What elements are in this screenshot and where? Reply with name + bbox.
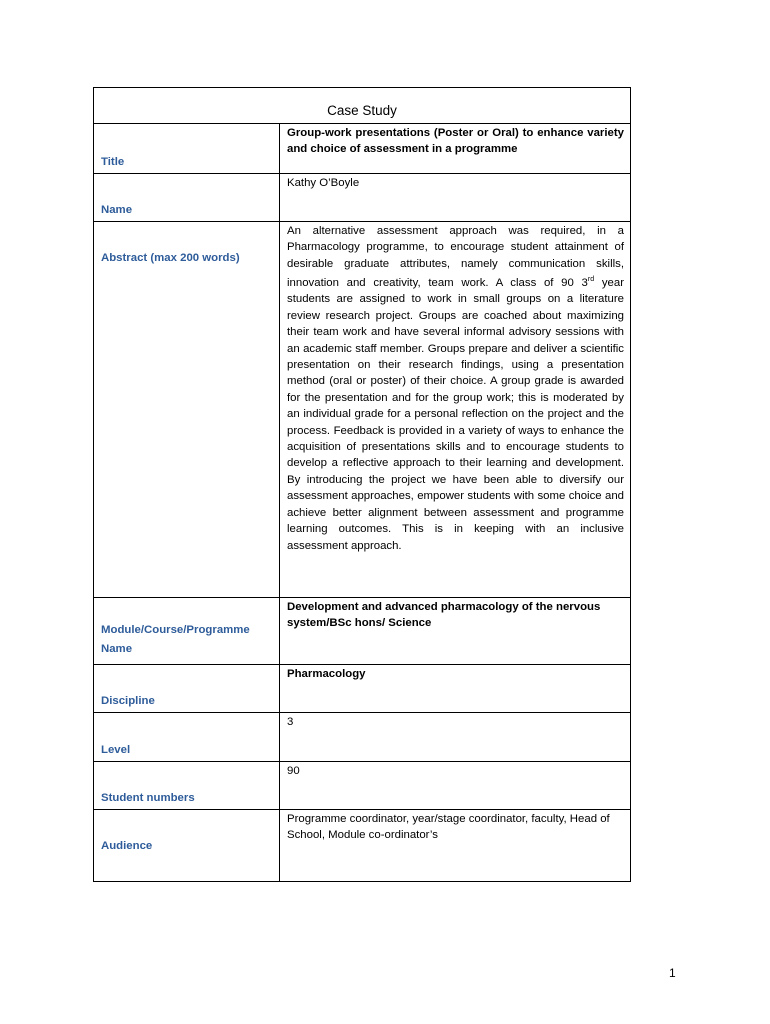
row-module: [94, 598, 630, 665]
row-student-numbers: [94, 762, 630, 810]
label-discipline: Discipline: [94, 665, 280, 712]
value-audience: Programme coordinator, year/stage coordinator, faculty, Head of School, Module co-ordinator’s: [287, 813, 610, 842]
label-audience: Audience: [94, 810, 280, 881]
label-student-numbers: Student numbers: [94, 762, 280, 809]
value-module: Development and advanced pharmacology of the nervous system/BSc hons/ Science: [287, 601, 601, 630]
label-module: Module/Course/Programme Name: [94, 598, 280, 664]
value-name: Kathy O’Boyle: [287, 177, 360, 189]
row-discipline: [94, 665, 630, 713]
value-student-numbers: 90: [287, 765, 300, 777]
label-name: Name: [94, 174, 280, 221]
label-title: Title: [94, 124, 280, 173]
row-level: [94, 713, 630, 762]
abstract-text-start: An alternative assessment approach was required, in a Pharmacology programme, to encourage student attainment of desirable graduate attributes, namely communication skills, innovation and creativity, team work. A class of 90 3: [287, 225, 624, 290]
row-title: [94, 124, 630, 174]
value-abstract: [280, 222, 630, 597]
abstract-text-end: year students are assigned to work in small groups on a literature review research project. Groups are coached about maximizing their team work and have several informal advisory sessions with an academic staff member. Groups prepare and deliver a scientific presentation on their research findings, using a presentation method (oral or poster) of their choice. A group grade is awarded for the presentation and for the group work; this is moderated by an individual grade for a personal reflection on the project and the process. Feedback is provided in a variety of ways to enhance the acquisition of presentations skills and to encourage students to develop a reflective approach to their learning and development. By introducing the project we have been able to diversify our assessment approaches, empower students with some choice and achieve better alignment between assessment and programme learning outcomes. This is in keeping with an inclusive assessment approach.: [287, 277, 624, 552]
table-heading: Case Study: [94, 88, 630, 124]
row-audience: [94, 810, 630, 881]
abstract-superscript: rd: [587, 276, 595, 284]
case-study-table: [93, 87, 631, 882]
value-level: 3: [287, 716, 294, 728]
row-name: [94, 174, 630, 222]
row-abstract: [94, 222, 630, 598]
value-discipline: Pharmacology: [287, 668, 366, 680]
page-number: 1: [669, 966, 676, 980]
label-abstract: Abstract (max 200 words): [94, 222, 280, 597]
value-title: Group-work presentations (Poster or Oral) to enhance variety and choice of assessment in a programme: [287, 127, 624, 156]
label-level: Level: [94, 713, 280, 761]
